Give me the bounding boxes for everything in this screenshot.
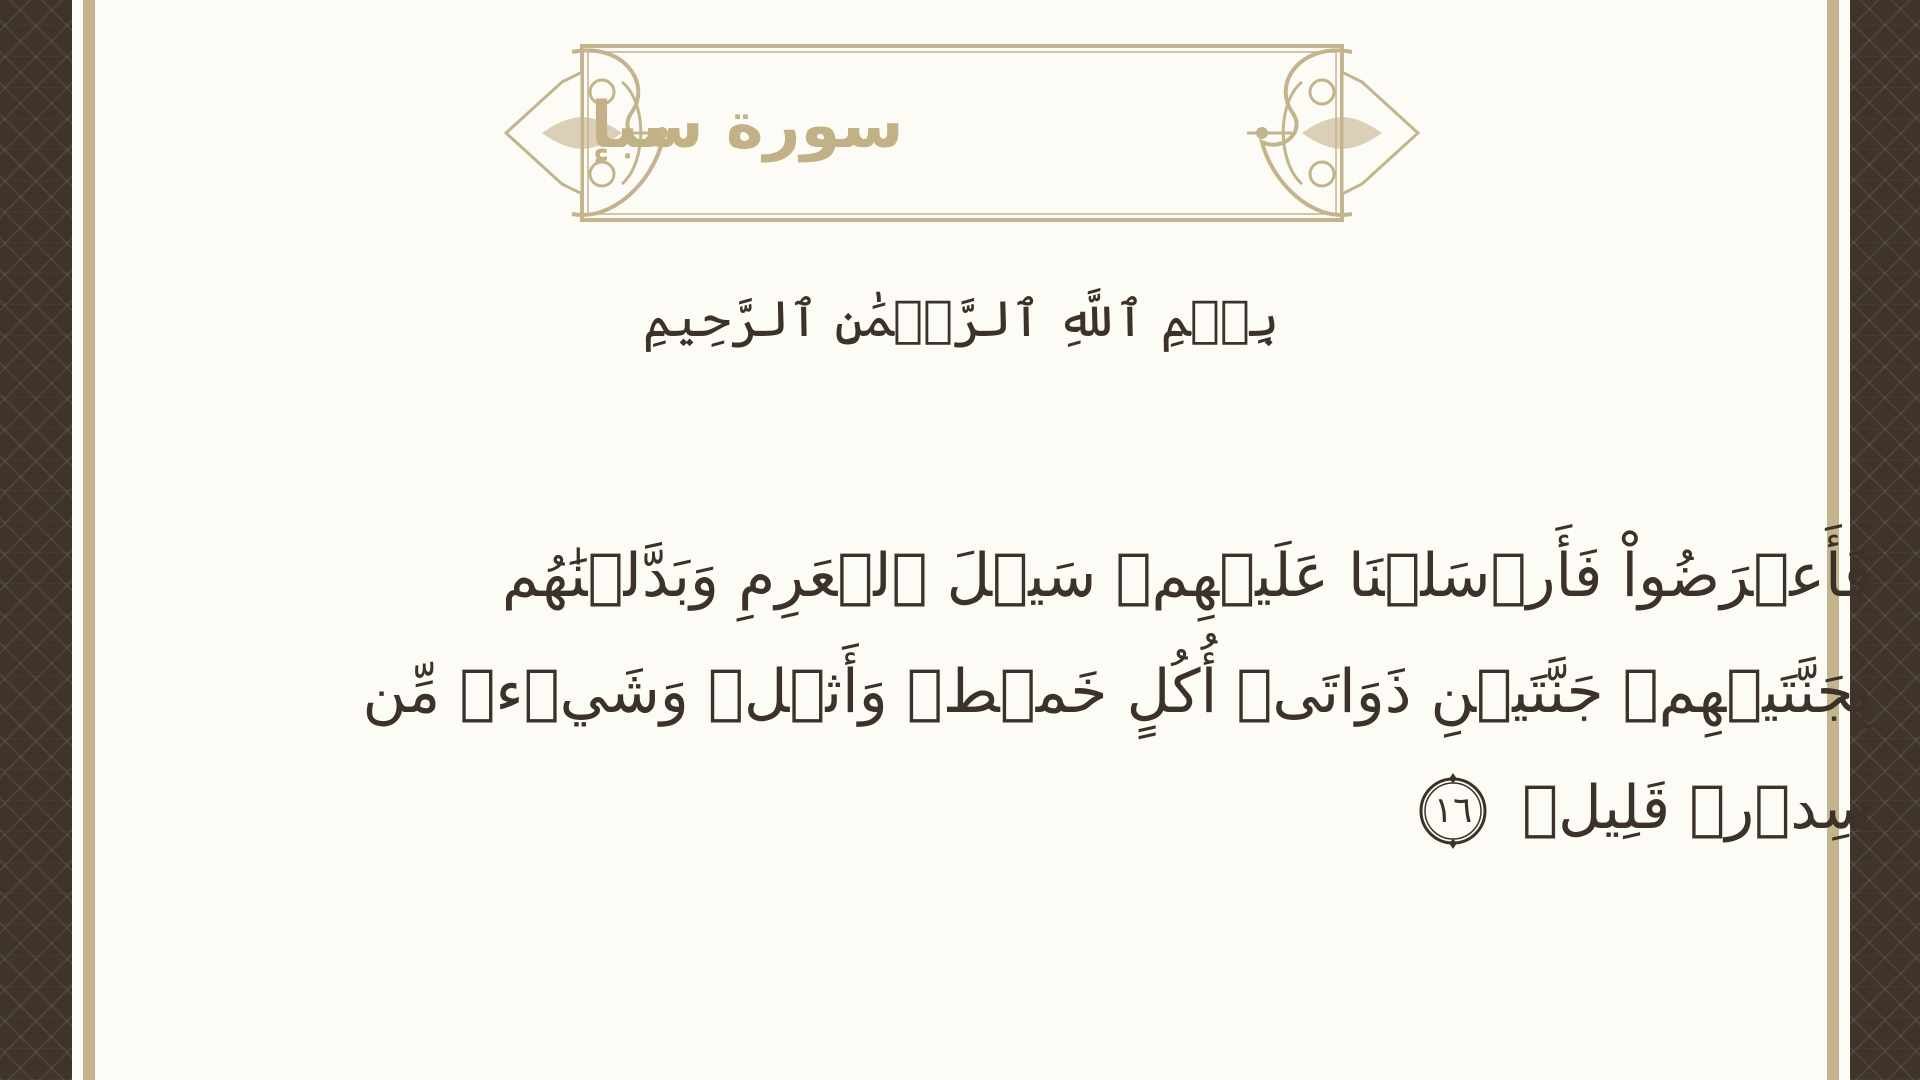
verse-block <box>332 518 1872 866</box>
left-gold-rule <box>83 0 95 1080</box>
mushaf-page <box>72 0 1872 1080</box>
verse-text: فَأَعۡرَضُواْ فَأَرۡسَلۡنَا عَلَيۡهِمۡ سَيۡلَ ٱلۡعَرِمِ وَبَدَّلۡنَٰهُم بِجَنَّتَيۡهِمۡ جَنَّتَيۡنِ ذَوَاتَىۡ أُكُلٍ خَمۡطٖ وَأَثۡلٖ وَشَيۡءٖ مِّن سِدۡرٖ قَلِيلٖ <box>362 541 1872 843</box>
ayah-end-marker <box>1415 773 1491 849</box>
surah-title: سورة سبإ <box>590 89 904 163</box>
basmala: بِسۡمِ ٱللَّهِ ٱلرَّحۡمَٰنِ ٱلرَّحِيمِ <box>642 290 1280 348</box>
ayah-number: ١٦ <box>1433 790 1473 832</box>
surah-title-banner <box>502 42 992 224</box>
left-border-pattern <box>0 0 72 1080</box>
